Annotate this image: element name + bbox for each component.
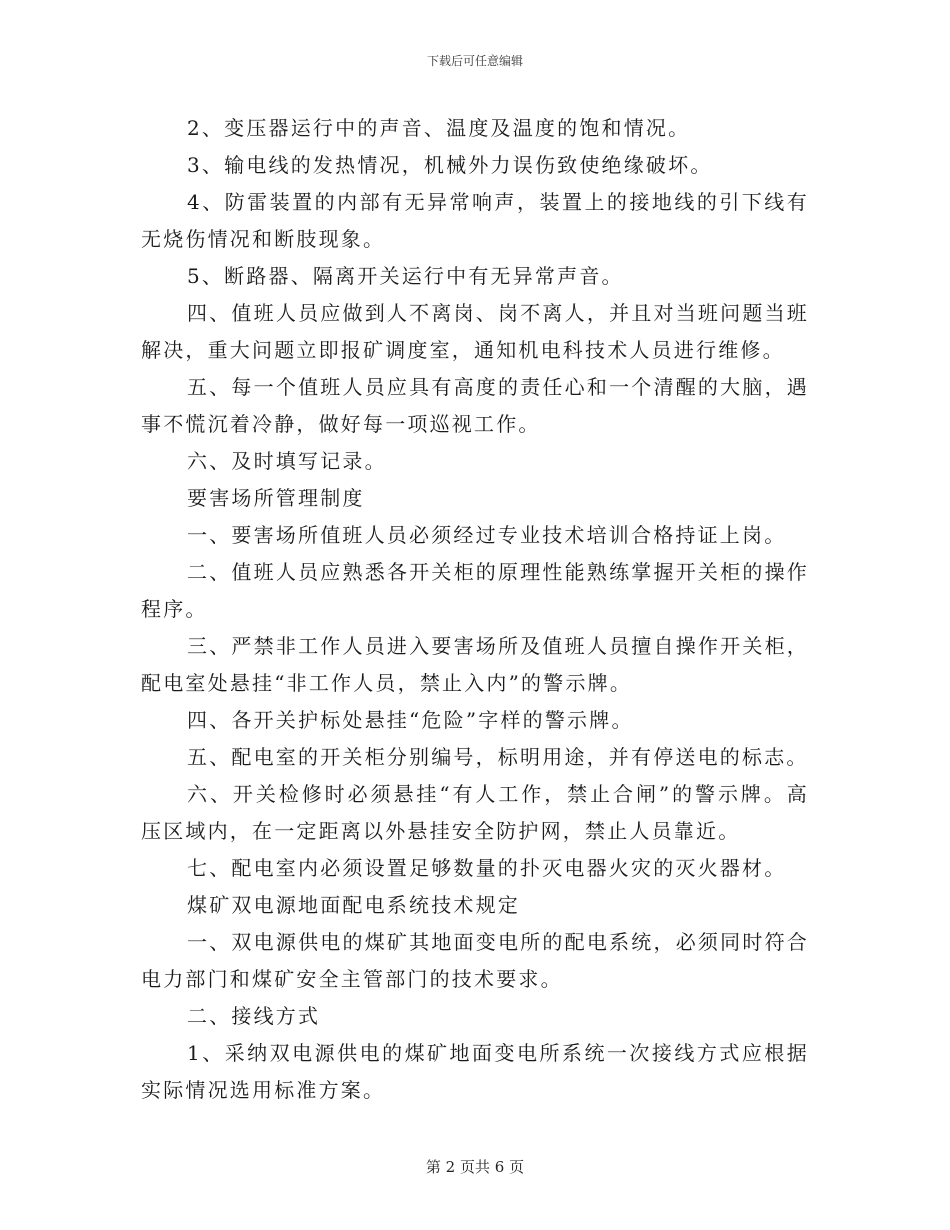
paragraph: 五、每一个值班人员应具有高度的责任心和一个清醒的大脑，遇事不慌沉着冷静，做好每一项巡视工作。: [141, 375, 809, 436]
section-heading: 要害场所管理制度: [187, 486, 365, 510]
paragraph: 1、采纳双电源供电的煤矿地面变电所系统一次接线方式应根据实际情况选用标准方案。: [141, 1041, 809, 1102]
paragraph: 七、配电室内必须设置足够数量的扑灭电器火灾的灭火器材。: [187, 856, 787, 880]
paragraph: 一、双电源供电的煤矿其地面变电所的配电系统，必须同时符合电力部门和煤矿安全主管部门的技术要求。: [141, 930, 809, 991]
document-body: [141, 110, 809, 1109]
paragraph: 2、变压器运行中的声音、温度及温度的饱和情况。: [187, 116, 691, 140]
paragraph: 4、防雷装置的内部有无异常响声，装置上的接地线的引下线有无烧伤情况和断肢现象。: [141, 190, 809, 251]
paragraph: 五、配电室的开关柜分别编号，标明用途，并有停送电的标志。: [187, 745, 809, 769]
paragraph: 六、开关检修时必须悬挂“有人工作，禁止合闸”的警示牌。高压区域内，在一定距离以外悬挂安全防护网，禁止人员靠近。: [141, 782, 809, 843]
section-heading: 煤矿双电源地面配电系统技术规定: [187, 893, 520, 917]
paragraph: 二、接线方式: [187, 1004, 321, 1028]
paragraph: 二、值班人员应熟悉各开关柜的原理性能熟练掌握开关柜的操作程序。: [141, 560, 809, 621]
paragraph: 5、断路器、隔离开关运行中有无异常声音。: [187, 264, 624, 288]
paragraph: 3、输电线的发热情况，机械外力误伤致使绝缘破坏。: [187, 153, 713, 177]
paragraph: 四、值班人员应做到人不离岗、岗不离人，并且对当班问题当班解决，重大问题立即报矿调度室，通知机电科技术人员进行维修。: [141, 301, 809, 362]
paragraph: 三、严禁非工作人员进入要害场所及值班人员擅自操作开关柜，配电室处悬挂“非工作人员，禁止入内”的警示牌。: [141, 634, 809, 695]
page-number: 第 2 页共 6 页: [425, 1158, 525, 1176]
paragraph: 四、各开关护标处悬挂“危险”字样的警示牌。: [187, 708, 634, 732]
paragraph: 一、要害场所值班人员必须经过专业技术培训合格持证上岗。: [187, 523, 787, 547]
paragraph: 六、及时填写记录。: [187, 449, 387, 473]
page-header: 下载后可任意编辑: [426, 54, 523, 68]
